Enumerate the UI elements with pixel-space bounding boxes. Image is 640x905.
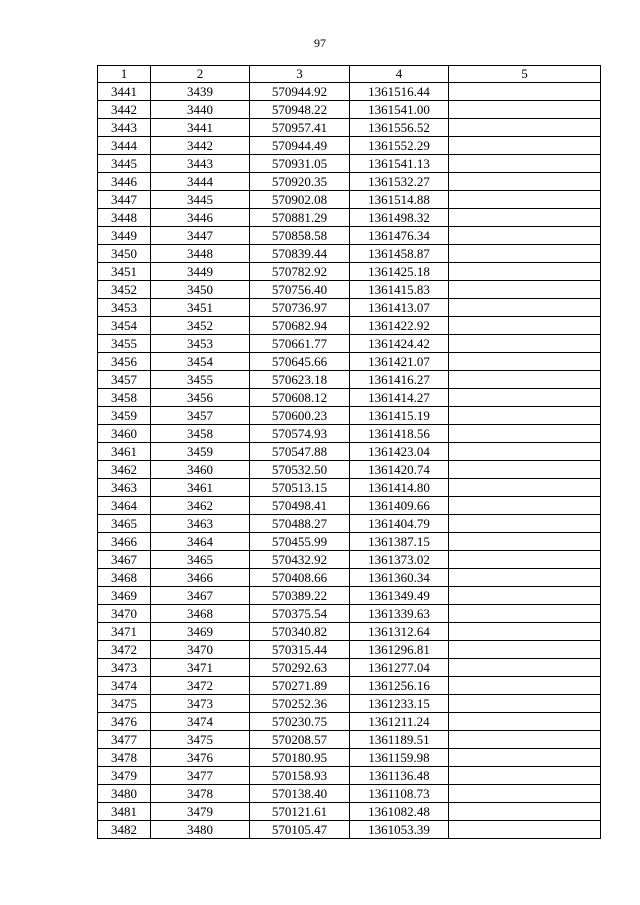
table-row (98, 605, 601, 623)
table-cell (449, 713, 601, 731)
table-cell (449, 515, 601, 533)
table-cell: 1361387.15 (350, 533, 449, 551)
table-header-row (98, 66, 601, 83)
table-cell: 3475 (98, 695, 151, 713)
table-cell: 3453 (98, 299, 151, 317)
table-cell: 1361053.39 (350, 821, 449, 839)
table-body (98, 83, 601, 839)
table-cell: 1361082.48 (350, 803, 449, 821)
table-cell: 3462 (151, 497, 250, 515)
table-cell (449, 821, 601, 839)
table-cell (449, 551, 601, 569)
table-row (98, 119, 601, 137)
table-cell: 3468 (98, 569, 151, 587)
table-row (98, 785, 601, 803)
table-cell: 3460 (151, 461, 250, 479)
table-cell: 1361233.15 (350, 695, 449, 713)
table-cell: 570498.41 (250, 497, 350, 515)
table-cell: 1361277.04 (350, 659, 449, 677)
table-cell: 570315.44 (250, 641, 350, 659)
table-row (98, 695, 601, 713)
table-cell: 570432.92 (250, 551, 350, 569)
table-cell: 1361108.73 (350, 785, 449, 803)
table-cell: 3442 (98, 101, 151, 119)
table-cell: 3469 (151, 623, 250, 641)
table-cell: 3457 (98, 371, 151, 389)
table-cell (449, 461, 601, 479)
table-cell: 3456 (98, 353, 151, 371)
table-cell: 3453 (151, 335, 250, 353)
table-cell (449, 281, 601, 299)
table-cell (449, 605, 601, 623)
table-cell: 1361211.24 (350, 713, 449, 731)
table-cell (449, 767, 601, 785)
table-cell: 1361360.34 (350, 569, 449, 587)
table-cell (449, 533, 601, 551)
table-cell: 570455.99 (250, 533, 350, 551)
table-cell: 570532.50 (250, 461, 350, 479)
table-row (98, 515, 601, 533)
table-cell: 3459 (151, 443, 250, 461)
table-cell: 570121.61 (250, 803, 350, 821)
table-cell: 3446 (151, 209, 250, 227)
page-number: 97 (314, 36, 326, 50)
table-cell: 3476 (98, 713, 151, 731)
table-cell: 3452 (151, 317, 250, 335)
table-cell (449, 173, 601, 191)
table-cell: 3443 (98, 119, 151, 137)
table-row (98, 497, 601, 515)
table-cell: 3445 (98, 155, 151, 173)
table-cell: 1361339.63 (350, 605, 449, 623)
table-cell: 3464 (151, 533, 250, 551)
table-row (98, 263, 601, 281)
table-cell: 570661.77 (250, 335, 350, 353)
table-row (98, 389, 601, 407)
table-cell: 570858.58 (250, 227, 350, 245)
table-cell: 1361422.92 (350, 317, 449, 335)
table-cell: 3474 (151, 713, 250, 731)
table-cell (449, 299, 601, 317)
table-row (98, 425, 601, 443)
column-header: 1 (98, 66, 151, 83)
table-cell: 570902.08 (250, 191, 350, 209)
table-row (98, 731, 601, 749)
table-cell: 3451 (98, 263, 151, 281)
table-cell: 3461 (151, 479, 250, 497)
table-cell: 3480 (98, 785, 151, 803)
table-cell (449, 227, 601, 245)
table-cell (449, 785, 601, 803)
table-cell: 1361514.88 (350, 191, 449, 209)
table-cell: 3469 (98, 587, 151, 605)
table-cell: 3465 (151, 551, 250, 569)
table-cell: 3479 (98, 767, 151, 785)
table-cell: 3441 (151, 119, 250, 137)
table-cell: 570944.92 (250, 83, 350, 101)
table-row (98, 749, 601, 767)
table-cell: 1361296.81 (350, 641, 449, 659)
table-cell: 3454 (151, 353, 250, 371)
table-cell: 3444 (98, 137, 151, 155)
table-cell (449, 803, 601, 821)
table-cell: 570292.63 (250, 659, 350, 677)
table-cell (449, 731, 601, 749)
table-cell: 1361416.27 (350, 371, 449, 389)
table-cell: 3446 (98, 173, 151, 191)
table-cell (449, 371, 601, 389)
table-cell: 570944.49 (250, 137, 350, 155)
table-cell: 1361424.42 (350, 335, 449, 353)
table-cell: 1361136.48 (350, 767, 449, 785)
table-cell (449, 353, 601, 371)
table-cell: 3449 (98, 227, 151, 245)
table-cell: 3473 (98, 659, 151, 677)
table-row (98, 83, 601, 101)
table-cell: 3470 (151, 641, 250, 659)
table-cell: 3441 (98, 83, 151, 101)
table-cell: 3459 (98, 407, 151, 425)
table-cell: 3455 (98, 335, 151, 353)
table-cell: 3443 (151, 155, 250, 173)
table-cell: 570230.75 (250, 713, 350, 731)
table-cell: 570756.40 (250, 281, 350, 299)
table-cell: 3482 (98, 821, 151, 839)
table-cell: 1361349.49 (350, 587, 449, 605)
table-cell: 1361420.74 (350, 461, 449, 479)
table-cell: 3442 (151, 137, 250, 155)
table-cell (449, 263, 601, 281)
table-row (98, 569, 601, 587)
table-cell: 3440 (151, 101, 250, 119)
table-cell: 3471 (98, 623, 151, 641)
table-cell (449, 119, 601, 137)
table-cell (449, 137, 601, 155)
table-row (98, 767, 601, 785)
table-cell: 570948.22 (250, 101, 350, 119)
table-cell: 570881.29 (250, 209, 350, 227)
table-cell: 570957.41 (250, 119, 350, 137)
table-cell (449, 191, 601, 209)
table-row (98, 443, 601, 461)
table-cell (449, 569, 601, 587)
table-cell: 570208.57 (250, 731, 350, 749)
table-cell: 3467 (98, 551, 151, 569)
table-cell: 3449 (151, 263, 250, 281)
table-cell: 3478 (98, 749, 151, 767)
table-cell: 1361404.79 (350, 515, 449, 533)
table-cell: 3448 (98, 209, 151, 227)
table-cell: 1361458.87 (350, 245, 449, 263)
table-cell: 3477 (151, 767, 250, 785)
table-row (98, 209, 601, 227)
table-cell: 3456 (151, 389, 250, 407)
table-cell (449, 209, 601, 227)
table-cell: 3461 (98, 443, 151, 461)
table-cell: 3466 (98, 533, 151, 551)
table-cell: 3448 (151, 245, 250, 263)
table-row (98, 587, 601, 605)
table-cell: 1361256.16 (350, 677, 449, 695)
table-cell: 3463 (98, 479, 151, 497)
table-cell: 1361409.66 (350, 497, 449, 515)
table-cell (449, 479, 601, 497)
table-cell: 570574.93 (250, 425, 350, 443)
table-cell (449, 659, 601, 677)
table-cell: 1361312.64 (350, 623, 449, 641)
table-cell: 3445 (151, 191, 250, 209)
table-cell (449, 677, 601, 695)
column-header: 4 (350, 66, 449, 83)
table-cell: 570340.82 (250, 623, 350, 641)
table-cell: 1361373.02 (350, 551, 449, 569)
table-cell: 570608.12 (250, 389, 350, 407)
table-row (98, 353, 601, 371)
table-cell: 3457 (151, 407, 250, 425)
table-cell: 570271.89 (250, 677, 350, 695)
table-cell: 3444 (151, 173, 250, 191)
table-cell (449, 83, 601, 101)
table-cell: 3481 (98, 803, 151, 821)
table-cell (449, 317, 601, 335)
table-cell: 570623.18 (250, 371, 350, 389)
table-row (98, 245, 601, 263)
table-cell: 570920.35 (250, 173, 350, 191)
table-row (98, 317, 601, 335)
table-row (98, 533, 601, 551)
table-cell (449, 497, 601, 515)
table-cell: 1361516.44 (350, 83, 449, 101)
table-row (98, 713, 601, 731)
table-row (98, 623, 601, 641)
table-cell: 570105.47 (250, 821, 350, 839)
table-cell: 3452 (98, 281, 151, 299)
table-cell: 3458 (98, 389, 151, 407)
table-cell (449, 101, 601, 119)
table-cell: 1361476.34 (350, 227, 449, 245)
table-cell: 1361415.83 (350, 281, 449, 299)
table-row (98, 407, 601, 425)
table-cell: 3451 (151, 299, 250, 317)
table-cell (449, 155, 601, 173)
table-cell: 3472 (151, 677, 250, 695)
table-cell (449, 425, 601, 443)
table-cell (449, 641, 601, 659)
table-cell: 1361414.27 (350, 389, 449, 407)
table-cell: 3463 (151, 515, 250, 533)
table-cell: 3476 (151, 749, 250, 767)
coordinates-table (97, 65, 601, 839)
table-cell: 570389.22 (250, 587, 350, 605)
table-row (98, 335, 601, 353)
table-cell: 1361425.18 (350, 263, 449, 281)
table-cell: 3467 (151, 587, 250, 605)
table-cell: 570252.36 (250, 695, 350, 713)
table-cell: 3470 (98, 605, 151, 623)
table-cell: 3475 (151, 731, 250, 749)
table-cell: 570375.54 (250, 605, 350, 623)
table-cell: 570138.40 (250, 785, 350, 803)
table-cell: 570645.66 (250, 353, 350, 371)
table-cell: 3465 (98, 515, 151, 533)
table-cell: 3455 (151, 371, 250, 389)
table-cell: 1361414.80 (350, 479, 449, 497)
table-cell: 3450 (98, 245, 151, 263)
table-row (98, 479, 601, 497)
table-cell: 3478 (151, 785, 250, 803)
table-row (98, 137, 601, 155)
table-cell (449, 587, 601, 605)
table-row (98, 155, 601, 173)
table-cell: 3477 (98, 731, 151, 749)
table-row (98, 227, 601, 245)
table-cell: 1361532.27 (350, 173, 449, 191)
table-cell: 3462 (98, 461, 151, 479)
table-cell: 1361556.52 (350, 119, 449, 137)
table-cell: 3471 (151, 659, 250, 677)
table-cell: 1361423.04 (350, 443, 449, 461)
column-header: 3 (250, 66, 350, 83)
table-cell: 1361421.07 (350, 353, 449, 371)
table-cell: 3460 (98, 425, 151, 443)
table-cell: 570488.27 (250, 515, 350, 533)
column-header: 2 (151, 66, 250, 83)
table-row (98, 281, 601, 299)
table-cell (449, 695, 601, 713)
table-cell: 3472 (98, 641, 151, 659)
table-row (98, 191, 601, 209)
table-cell: 3474 (98, 677, 151, 695)
table-cell: 570408.66 (250, 569, 350, 587)
table-cell (449, 335, 601, 353)
table-cell: 3439 (151, 83, 250, 101)
table-row (98, 173, 601, 191)
table-cell: 3454 (98, 317, 151, 335)
table-row (98, 803, 601, 821)
column-header: 5 (449, 66, 601, 83)
table-cell: 1361552.29 (350, 137, 449, 155)
table-cell: 570782.92 (250, 263, 350, 281)
table-cell: 3447 (151, 227, 250, 245)
table-cell: 3450 (151, 281, 250, 299)
table-cell (449, 623, 601, 641)
table-cell: 570931.05 (250, 155, 350, 173)
table-row (98, 371, 601, 389)
table-cell: 3468 (151, 605, 250, 623)
table-cell (449, 749, 601, 767)
table-cell: 1361189.51 (350, 731, 449, 749)
table-cell: 570839.44 (250, 245, 350, 263)
table-cell: 570682.94 (250, 317, 350, 335)
table-row (98, 461, 601, 479)
table-cell: 3466 (151, 569, 250, 587)
table-cell: 1361415.19 (350, 407, 449, 425)
table-row (98, 299, 601, 317)
table-row (98, 641, 601, 659)
table-cell: 570158.93 (250, 767, 350, 785)
table-cell (449, 407, 601, 425)
table-row (98, 659, 601, 677)
table-cell: 3479 (151, 803, 250, 821)
table-cell: 3458 (151, 425, 250, 443)
table-row (98, 551, 601, 569)
table-cell: 1361159.98 (350, 749, 449, 767)
table-cell: 1361541.13 (350, 155, 449, 173)
table-row (98, 677, 601, 695)
table-cell: 3447 (98, 191, 151, 209)
table-cell (449, 389, 601, 407)
table-cell: 1361418.56 (350, 425, 449, 443)
table-cell: 3480 (151, 821, 250, 839)
table-cell: 570513.15 (250, 479, 350, 497)
table-cell: 3464 (98, 497, 151, 515)
table-cell: 1361413.07 (350, 299, 449, 317)
table-row (98, 101, 601, 119)
table-cell: 570180.95 (250, 749, 350, 767)
table-cell (449, 443, 601, 461)
table-cell: 570547.88 (250, 443, 350, 461)
table-cell (449, 245, 601, 263)
table-cell: 1361541.00 (350, 101, 449, 119)
table-cell: 570600.23 (250, 407, 350, 425)
table-cell: 570736.97 (250, 299, 350, 317)
table-row (98, 821, 601, 839)
table-cell: 1361498.32 (350, 209, 449, 227)
table-cell: 3473 (151, 695, 250, 713)
